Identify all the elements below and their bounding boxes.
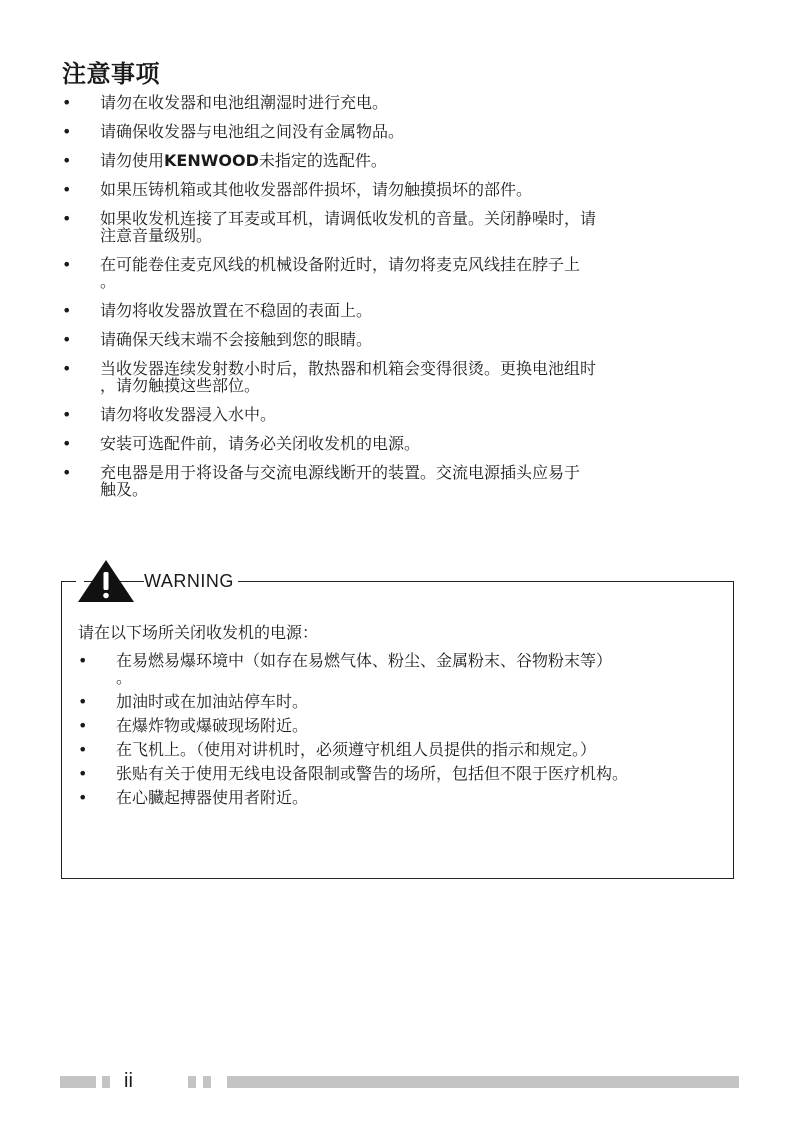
bullet: •	[62, 301, 72, 320]
bullet: •	[62, 359, 72, 378]
bullet: •	[62, 405, 72, 424]
list-item: • 在飞机上。（使用对讲机时，必须遵守机组人员提供的指示和规定。）	[78, 740, 597, 759]
bullet: •	[62, 151, 72, 170]
warning-list	[78, 652, 728, 813]
footer-bar-segment	[203, 1076, 211, 1088]
warning-box	[61, 571, 734, 879]
bullet: •	[78, 740, 88, 759]
list-item: • 当收发器连续发射数小时后，散热器和机箱会变得很烫。更换电池组时 ，请勿触摸这些部位。	[62, 359, 597, 395]
warning-triangle-icon	[76, 558, 136, 602]
bullet: •	[78, 692, 88, 711]
bullet: •	[62, 255, 72, 274]
page-title: 注意事项	[62, 60, 160, 88]
list-item: • 在可能卷住麦克风线的机械设备附近时，请勿将麦克风线挂在脖子上 。	[62, 255, 581, 291]
list-item: • 充电器是用于将设备与交流电源线断开的装置。交流电源插头应易于 触及。	[62, 463, 581, 499]
footer-bar-segment	[60, 1076, 96, 1088]
footer-bar-segment	[188, 1076, 196, 1088]
precautions-list	[62, 94, 742, 510]
bullet: •	[62, 93, 72, 112]
footer-bar-segment	[102, 1076, 110, 1088]
list-item: • 请勿使用KENWOOD未指定的选配件。	[62, 151, 387, 170]
list-item: • 请勿在收发器和电池组潮湿时进行充电。	[62, 93, 389, 112]
list-item: • 请勿将收发器放置在不稳固的表面上。	[62, 301, 373, 320]
bullet: •	[62, 209, 72, 228]
bullet: •	[78, 788, 88, 807]
warning-label: WARNING	[144, 571, 238, 592]
page-footer	[0, 1070, 797, 1094]
list-item: • 加油时或在加油站停车时。	[78, 692, 309, 711]
list-item: • 在易燃易爆环境中（如存在易燃气体、粉尘、金属粉末、谷物粉末等） 。	[78, 651, 613, 687]
list-item: • 在心臓起搏器使用者附近。	[78, 788, 309, 807]
bullet: •	[78, 764, 88, 783]
list-item: • 如果压铸机箱或其他收发器部件损坏，请勿触摸损坏的部件。	[62, 180, 533, 199]
page-number: ii	[124, 1070, 133, 1092]
list-item: • 张贴有关于使用无线电设备限制或警告的场所，包括但不限于医疗机构。	[78, 764, 629, 783]
bullet: •	[62, 434, 72, 453]
bullet: •	[62, 463, 72, 482]
list-item: • 安装可选配件前，请务必关闭收发机的电源。	[62, 434, 421, 453]
bullet: •	[62, 180, 72, 199]
brand-name: KENWOOD	[164, 151, 259, 170]
bullet: •	[62, 330, 72, 349]
warning-intro: 请在以下场所关闭收发机的电源：	[78, 623, 319, 642]
list-item: • 请确保天线末端不会接触到您的眼睛。	[62, 330, 373, 349]
list-item: • 请确保收发器与电池组之间没有金属物品。	[62, 122, 405, 141]
list-item: • 请勿将收发器浸入水中。	[62, 405, 277, 424]
footer-bar-segment	[227, 1076, 739, 1088]
bullet: •	[78, 716, 88, 735]
list-item: • 如果收发机连接了耳麦或耳机，请调低收发机的音量。关闭静噪时，请 注意音量级别。	[62, 209, 597, 245]
bullet: •	[78, 651, 88, 670]
bullet: •	[62, 122, 72, 141]
list-item: • 在爆炸物或爆破现场附近。	[78, 716, 309, 735]
warning-header	[76, 558, 234, 602]
